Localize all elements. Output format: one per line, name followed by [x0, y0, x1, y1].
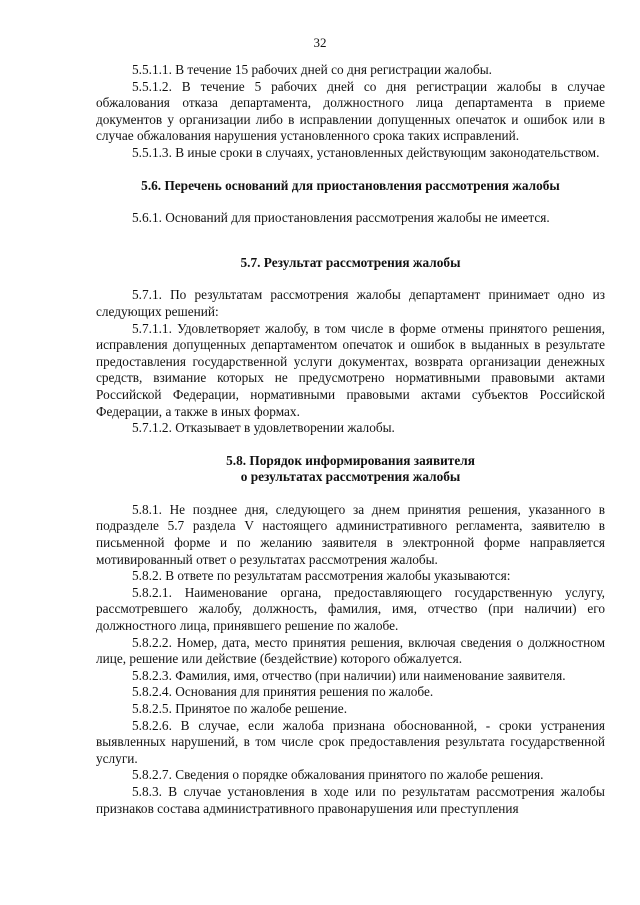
- clause-5-7-1-1: 5.7.1.1. Удовлетворяет жалобу, в том числе в форме отмены принятого решения, исправления допущенных департаментом опечаток и ошибок в выданных в результате предоставления государственной услуги документах, возврата организации денежных средств, взимание которых не предусмотрено нормативными правовыми актами Российской Федерации, нормативными правовыми актами субъектов Российской Федерации, а также в иных формах.: [96, 320, 605, 419]
- clause-5-7-1-2: 5.7.1.2. Отказывает в удовлетворении жалобы.: [132, 420, 395, 436]
- page-number: 32: [313, 35, 327, 50]
- clause-5-8-2-3: 5.8.2.3. Фамилия, имя, отчество (при наличии) или наименование заявителя.: [132, 667, 566, 683]
- heading-5-8: [96, 453, 605, 486]
- clause-5-8-2-6: 5.8.2.6. В случае, если жалоба признана обоснованной, - сроки устранения выявленных нарушений, в том числе срок предоставления результата государственной услуги.: [96, 717, 605, 766]
- clause-5-8-2-2: 5.8.2.2. Номер, дата, место принятия решения, включая сведения о должностном лице, решение или действие (бездействие) которого обжалуется.: [96, 634, 605, 667]
- document-body: [96, 0, 605, 817]
- clause-5-5-1-2: 5.5.1.2. В течение 5 рабочих дней со дня регистрации жалобы в случае обжалования отказа департамента, должностного лица департамента в приеме документов у организации либо в исправлении допущенных опечаток и ошибок или в случае обжалования нарушения установленного срока таких исправлений.: [96, 78, 605, 144]
- clause-5-8-3: 5.8.3. В случае установления в ходе или по результатам рассмотрения жалобы признаков состава административного правонарушения или преступления: [96, 783, 605, 816]
- spacer: [96, 271, 605, 287]
- clause-5-5-1-3: 5.5.1.3. В иные сроки в случаях, установленных действующим законодательством.: [132, 144, 600, 160]
- heading-5-8-line-2: о результатах рассмотрения жалобы: [240, 469, 461, 485]
- spacer: [96, 194, 605, 210]
- heading-5-7: 5.7. Результат рассмотрения жалобы: [240, 254, 461, 270]
- spacer: [96, 162, 605, 178]
- clause-5-6-1: 5.6.1. Оснований для приостановления рассмотрения жалобы не имеется.: [132, 210, 550, 226]
- clause-5-8-2-7: 5.8.2.7. Сведения о порядке обжалования принятого по жалобе решения.: [132, 767, 544, 783]
- spacer: [96, 227, 605, 255]
- clause-5-8-2-5: 5.8.2.5. Принятое по жалобе решение.: [132, 701, 348, 716]
- clause-5-5-1-1: 5.5.1.1. В течение 15 рабочих дней со дня регистрации жалобы.: [132, 62, 493, 77]
- spacer: [96, 437, 605, 453]
- clause-5-8-1: 5.8.1. Не позднее дня, следующего за днем принятия решения, указанного в подразделе 5.7 раздела V настоящего административного регламента, заявителю в письменной форме и по желанию заявителя в электронной форме направляется мотивированный ответ о результатах рассмотрения жалобы.: [96, 501, 605, 567]
- spacer: [96, 486, 605, 502]
- clause-5-8-2-4: 5.8.2.4. Основания для принятия решения по жалобе.: [132, 684, 434, 700]
- clause-5-8-2: 5.8.2. В ответе по результатам рассмотрения жалобы указываются:: [132, 568, 511, 584]
- heading-5-6: 5.6. Перечень оснований для приостановления рассмотрения жалобы: [141, 177, 560, 193]
- clause-5-7-1: 5.7.1. По результатам рассмотрения жалобы департамент принимает одно из следующих решений:: [96, 287, 605, 319]
- heading-5-8-line-1: 5.8. Порядок информирования заявителя: [226, 452, 475, 468]
- clause-5-8-2-1: 5.8.2.1. Наименование органа, предоставляющего государственную услугу, рассмотревшего жалобу, должность, фамилия, имя, отчество (при наличии) его должностного лица, принявшего решение по жалобе.: [96, 584, 605, 634]
